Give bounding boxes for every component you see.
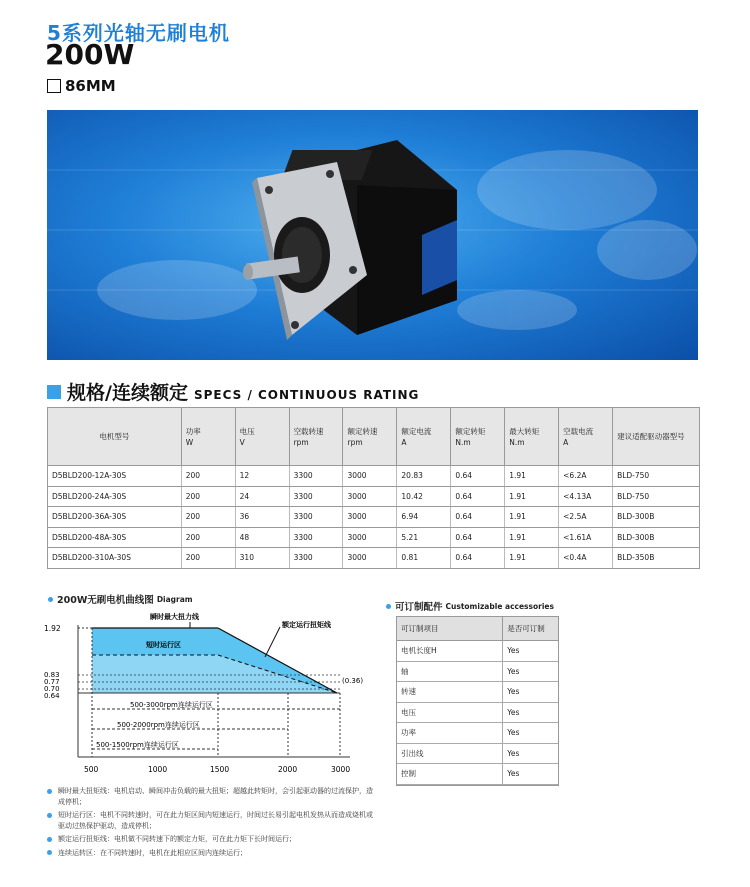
col-header: 电机型号 bbox=[48, 408, 182, 466]
table-cell: 1.91 bbox=[505, 548, 559, 569]
table-cell: BLD-750 bbox=[613, 466, 700, 487]
table-cell: 3000 bbox=[343, 486, 397, 507]
table-row bbox=[48, 466, 700, 487]
y-tick: 0.83 bbox=[44, 671, 60, 679]
table-cell: <2.5A bbox=[559, 507, 613, 528]
table-row bbox=[48, 486, 700, 507]
accessories-heading bbox=[386, 599, 554, 613]
table-cell: BLD-750 bbox=[613, 486, 700, 507]
note-text: 连续运转区：在不同转速时，电机在此相应区间内连续运行； bbox=[58, 848, 247, 857]
table-cell: D5BLD200-48A-30S bbox=[48, 527, 182, 548]
table-cell: 3300 bbox=[289, 486, 343, 507]
table-cell: BLD-300B bbox=[613, 507, 700, 528]
motor-illustration bbox=[47, 110, 698, 360]
table-cell: 3000 bbox=[343, 466, 397, 487]
table-cell: 48 bbox=[235, 527, 289, 548]
col-header: 最大转矩 N.m bbox=[505, 408, 559, 466]
table-cell: <0.4A bbox=[559, 548, 613, 569]
series-title: 5系列光轴无刷电机 bbox=[47, 21, 230, 45]
note-item bbox=[47, 834, 377, 845]
accessories-title-en: Customizable accessories bbox=[445, 601, 554, 611]
square-icon bbox=[47, 79, 61, 93]
col-header: 电压 V bbox=[235, 408, 289, 466]
col-header: 额定转速 rpm bbox=[343, 408, 397, 466]
table-cell: 转速 bbox=[397, 682, 503, 703]
y-tick: 1.92 bbox=[44, 624, 61, 633]
table-row bbox=[48, 527, 700, 548]
table-cell: 3000 bbox=[343, 548, 397, 569]
col-header: 功率 W bbox=[181, 408, 235, 466]
accessories-title-cn: 可订制配件 bbox=[395, 602, 443, 613]
table-cell: Yes bbox=[503, 641, 559, 662]
col-header: 空载转速 rpm bbox=[289, 408, 343, 466]
table-cell: D5BLD200-36A-30S bbox=[48, 507, 182, 528]
col-header: 额定电流 A bbox=[397, 408, 451, 466]
notes-list bbox=[47, 786, 377, 861]
table-cell: D5BLD200-24A-30S bbox=[48, 486, 182, 507]
note-item bbox=[47, 810, 377, 831]
y-tick: 0.70 bbox=[44, 685, 60, 693]
note-text: 额定运行扭矩线：电机做不同转速下的额定力矩，可在此力矩下长时间运行； bbox=[58, 835, 296, 843]
short-zone-label: 短时运行区 bbox=[146, 641, 181, 649]
table-cell: 3000 bbox=[343, 507, 397, 528]
col-header: 可订制项目 bbox=[397, 617, 503, 641]
table-cell: Yes bbox=[503, 682, 559, 703]
table-cell: 3300 bbox=[289, 548, 343, 569]
size-text: 86MM bbox=[65, 77, 116, 95]
table-cell: 200 bbox=[181, 486, 235, 507]
table-cell: <6.2A bbox=[559, 466, 613, 487]
col-header: 空载电流 A bbox=[559, 408, 613, 466]
table-cell: 1.91 bbox=[505, 486, 559, 507]
rated-line-label: 额定运行扭矩线 bbox=[282, 621, 331, 629]
table-cell: 控制 bbox=[397, 764, 503, 785]
table-cell: 0.64 bbox=[451, 548, 505, 569]
specs-heading bbox=[47, 378, 419, 405]
table-row bbox=[48, 507, 700, 528]
peak-line-label: 瞬时最大扭力线 bbox=[150, 613, 199, 621]
bullet-icon bbox=[47, 813, 52, 818]
table-cell: 10.42 bbox=[397, 486, 451, 507]
table-cell: 0.64 bbox=[451, 527, 505, 548]
table-cell: 0.64 bbox=[451, 507, 505, 528]
table-cell: 轴 bbox=[397, 661, 503, 682]
zone-2000-label: 500-2000rpm连续运行区 bbox=[117, 721, 200, 729]
note-text: 瞬时最大扭矩线：电机启动、瞬间冲击负载的最大扭矩；超越此转矩时，会引起驱动器的过流保护，造成停机； bbox=[58, 787, 373, 806]
table-cell: 0.64 bbox=[451, 486, 505, 507]
curve-title-cn: 200W无刷电机曲线图 bbox=[57, 595, 154, 606]
table-cell: <1.61A bbox=[559, 527, 613, 548]
col-header: 是否可订制 bbox=[503, 617, 559, 641]
square-bullet-icon bbox=[47, 385, 61, 399]
table-cell: 200 bbox=[181, 548, 235, 569]
table-cell: 3300 bbox=[289, 527, 343, 548]
specs-title-cn: 规格/连续额定 bbox=[67, 382, 188, 404]
col-header: 额定转矩 N.m bbox=[451, 408, 505, 466]
table-cell: BLD-350B bbox=[613, 548, 700, 569]
y-tick: 0.77 bbox=[44, 678, 60, 686]
accessories-frame bbox=[396, 616, 559, 786]
table-cell: 1.91 bbox=[505, 507, 559, 528]
table-cell: 1.91 bbox=[505, 527, 559, 548]
col-header: 建议适配驱动器型号 bbox=[613, 408, 700, 466]
table-cell: 200 bbox=[181, 466, 235, 487]
table-cell: 6.94 bbox=[397, 507, 451, 528]
curve-title-en: Diagram bbox=[156, 594, 193, 604]
table-cell: 功率 bbox=[397, 723, 503, 744]
table-cell: 3300 bbox=[289, 507, 343, 528]
curve-heading bbox=[48, 592, 193, 606]
note-item bbox=[47, 786, 377, 807]
x-tick: 500 bbox=[84, 765, 99, 774]
table-cell: 引出线 bbox=[397, 743, 503, 764]
table-cell: 36 bbox=[235, 507, 289, 528]
table-cell: 3300 bbox=[289, 466, 343, 487]
table-cell: 1.91 bbox=[505, 466, 559, 487]
x-tick: 3000 bbox=[331, 765, 351, 774]
table-cell: Yes bbox=[503, 661, 559, 682]
table-cell: Yes bbox=[503, 743, 559, 764]
table-cell: <4.13A bbox=[559, 486, 613, 507]
note-text: 短时运行区：电机不同转速时，可在此力矩区间内短速运行，时间过长易引起电机发热从而造成烧机或驱动过热保护驱动，造成停机； bbox=[58, 811, 373, 830]
table-cell: D5BLD200-310A-30S bbox=[48, 548, 182, 569]
power-title: 200W bbox=[45, 38, 135, 71]
pointer-line bbox=[265, 627, 280, 657]
table-cell: BLD-300B bbox=[613, 527, 700, 548]
specs-table bbox=[47, 407, 700, 569]
table-cell: 310 bbox=[235, 548, 289, 569]
specs-header-row bbox=[48, 408, 700, 466]
table-cell: 200 bbox=[181, 507, 235, 528]
table-cell: Yes bbox=[503, 723, 559, 744]
table-cell: Yes bbox=[503, 702, 559, 723]
x-tick: 1000 bbox=[148, 765, 168, 774]
size-line bbox=[47, 77, 116, 95]
x-tick: 2000 bbox=[278, 765, 298, 774]
table-cell: 0.64 bbox=[451, 466, 505, 487]
specs-title-en: SPECS / CONTINUOUS RATING bbox=[193, 388, 420, 402]
table-cell: 20.83 bbox=[397, 466, 451, 487]
bullet-icon bbox=[386, 604, 391, 609]
table-cell: 5.21 bbox=[397, 527, 451, 548]
table-cell: 24 bbox=[235, 486, 289, 507]
bullet-icon bbox=[47, 850, 52, 855]
end-value-label: (0.36) bbox=[342, 677, 364, 685]
table-cell: 3000 bbox=[343, 527, 397, 548]
bullet-icon bbox=[47, 837, 52, 842]
table-cell: D5BLD200-12A-30S bbox=[48, 466, 182, 487]
bullet-icon bbox=[48, 597, 53, 602]
zone-3000-label: 500-3000rpm连续运行区 bbox=[130, 701, 213, 709]
note-item bbox=[47, 848, 377, 859]
table-cell: 电机长度H bbox=[397, 641, 503, 662]
product-hero-image bbox=[47, 110, 698, 360]
table-cell: 电压 bbox=[397, 702, 503, 723]
zone-1500-label: 500-1500rpm连续运行区 bbox=[96, 741, 179, 749]
table-row bbox=[48, 548, 700, 569]
table-cell: 0.81 bbox=[397, 548, 451, 569]
table-cell: 200 bbox=[181, 527, 235, 548]
bullet-icon bbox=[47, 789, 52, 794]
x-tick: 1500 bbox=[210, 765, 230, 774]
torque-speed-diagram bbox=[40, 605, 370, 780]
table-cell: Yes bbox=[503, 764, 559, 785]
y-tick: 0.64 bbox=[44, 692, 60, 700]
table-cell: 12 bbox=[235, 466, 289, 487]
